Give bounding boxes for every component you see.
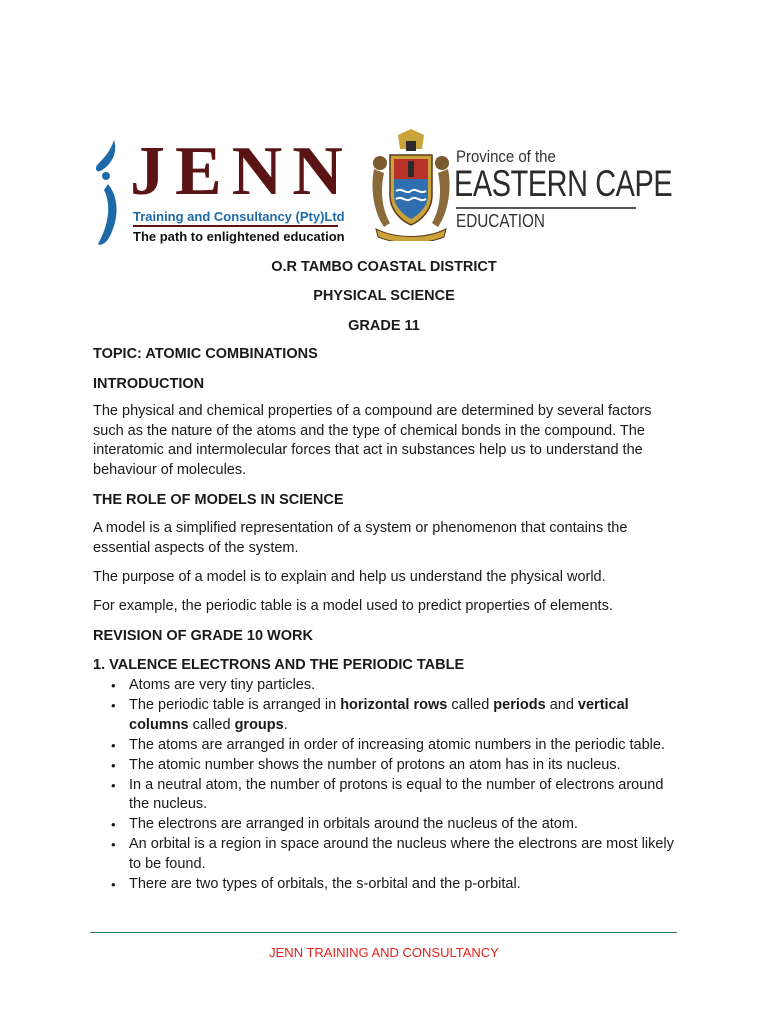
jenn-motto: The path to enlightened education	[133, 229, 345, 244]
bullet-item	[93, 736, 683, 756]
jenn-divider	[133, 225, 338, 227]
jenn-tagline: Training and Consultancy (Pty)Ltd	[133, 209, 345, 224]
bullet-text: called	[188, 716, 235, 733]
jenn-logo	[92, 128, 353, 246]
bold-term: horizontal rows	[340, 697, 448, 713]
bullet-item	[93, 676, 683, 696]
bullet-item	[93, 776, 683, 815]
bullet-dot-icon: •	[111, 757, 116, 773]
bullet-item	[93, 815, 683, 835]
bullet-text: The electrons are arranged in orbitals around the nucleus of the atom.	[129, 816, 578, 832]
district-title: O.R TAMBO COASTAL DISTRICT	[271, 259, 497, 275]
bullet-item	[93, 756, 683, 776]
bullet-text: There are two types of orbitals, the s-orbital and the p-orbital.	[129, 875, 521, 892]
models-heading: THE ROLE OF MODELS IN SCIENCE	[93, 492, 344, 508]
jenn-wordmark: JENN	[130, 133, 353, 210]
bullet-dot-icon: •	[111, 876, 116, 892]
bullet-item	[93, 875, 683, 895]
models-paragraph-2: The purpose of a model is to explain and help us understand the physical world.	[93, 569, 606, 585]
bullet-dot-icon: •	[111, 837, 116, 852]
topic-heading: TOPIC: ATOMIC COMBINATIONS	[93, 346, 318, 362]
introduction-paragraph: The physical and chemical properties of a compound are determined by several factors such as the nature of the atoms and the type of chemical bonds in the compound. The interatomic and intermolecular forces that act in substances help us to understand the behaviour of molecules.	[93, 403, 652, 478]
footer-text: JENN TRAINING AND CONSULTANCY	[269, 945, 499, 960]
introduction-heading: INTRODUCTION	[93, 376, 205, 392]
bold-term: groups	[234, 716, 284, 733]
bold-term: periods	[493, 697, 546, 713]
bullet-text: The atoms are arranged in order of increasing atomic numbers in the periodic table.	[129, 736, 665, 753]
eastern-cape-line3: EDUCATION	[456, 211, 545, 231]
eastern-cape-divider	[456, 207, 636, 209]
bold-term: vertical columns	[129, 697, 629, 733]
models-paragraph-3: For example, the periodic table is a model used to predict properties of elements.	[93, 598, 613, 614]
footer-divider	[90, 932, 677, 933]
bullet-text: The atomic number shows the number of protons an atom has in its nucleus.	[129, 756, 621, 773]
bullet-dot-icon: •	[111, 698, 116, 713]
eastern-cape-line2: EASTERN CAPE	[454, 163, 673, 204]
bullet-text: The periodic table is arranged in	[129, 697, 341, 713]
coat-of-arms-icon	[368, 129, 454, 241]
bullet-list	[93, 676, 683, 895]
eastern-cape-logo	[366, 117, 673, 247]
bullet-text: and	[545, 697, 578, 713]
bullet-dot-icon: •	[111, 777, 116, 793]
bullet-item	[93, 696, 683, 735]
bullet-text: Atoms are very tiny particles.	[129, 677, 316, 693]
jenn-figure-icon	[92, 134, 128, 246]
bullet-text: .	[283, 716, 288, 733]
bullet-dot-icon: •	[111, 737, 116, 753]
bullet-text: An orbital is a region in space around the nucleus where the electrons are most likely to be found.	[129, 836, 674, 872]
subject-title: PHYSICAL SCIENCE	[313, 288, 455, 304]
eastern-cape-line1: Province of the	[456, 147, 556, 166]
bullet-item	[93, 835, 683, 874]
bullet-dot-icon: •	[111, 678, 116, 693]
models-paragraph-1: A model is a simplified representation of a system or phenomenon that contains the essential aspects of the system.	[93, 520, 628, 556]
section-1-heading: 1. VALENCE ELECTRONS AND THE PERIODIC TABLE	[93, 657, 465, 673]
bullet-dot-icon: •	[111, 817, 116, 832]
bullet-text: In a neutral atom, the number of protons is equal to the number of electrons around the nucleus.	[129, 776, 664, 812]
revision-heading: REVISION OF GRADE 10 WORK	[93, 628, 313, 644]
bullet-text: called	[447, 697, 494, 713]
grade-title: GRADE 11	[348, 318, 420, 334]
